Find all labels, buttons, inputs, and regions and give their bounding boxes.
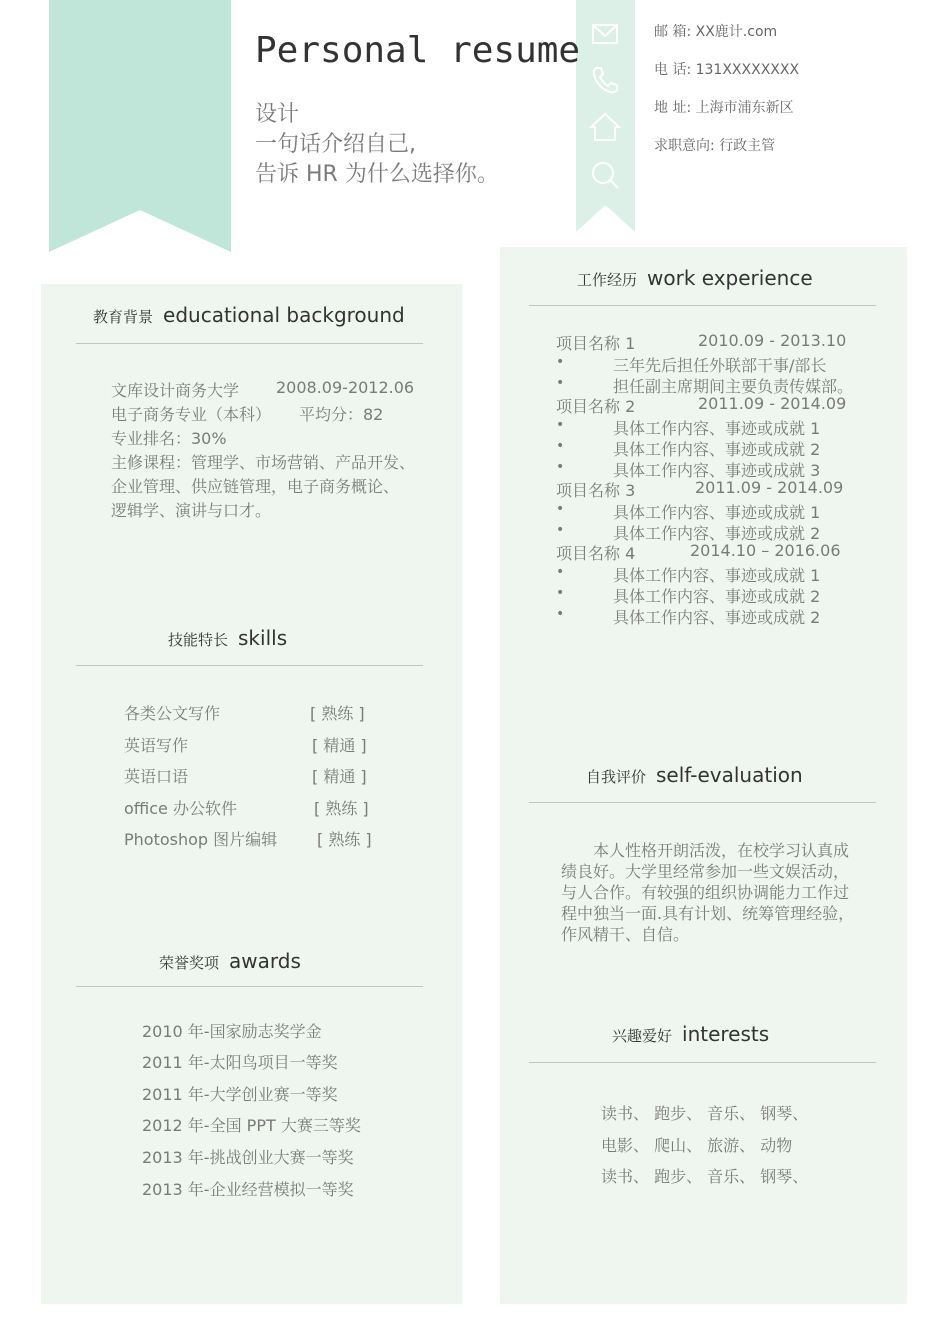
skill-level: [ 熟练 ]: [317, 830, 372, 849]
divider: [76, 986, 423, 987]
project-period: 2011.09 - 2014.09: [695, 478, 844, 497]
bullet: •: [556, 501, 565, 517]
skill-level: [ 精通 ]: [312, 767, 367, 786]
self-eval-line: 与人合作。有较强的组织协调能力工作过: [561, 883, 850, 902]
tagline-line: 一句话介绍自己,: [255, 132, 416, 157]
header-ribbon: [49, 0, 231, 252]
divider: [76, 665, 423, 666]
interests-heading-zh: 兴趣爱好: [612, 1027, 673, 1045]
bullet: •: [556, 375, 565, 391]
award-item: 2013 年-挑战创业大赛一等奖: [142, 1148, 354, 1167]
resume-title: Personal resume: [255, 30, 581, 71]
contact-address: 地 址: 上海市浦东新区: [654, 100, 794, 116]
education-heading-en: educational background: [163, 303, 405, 327]
bullet: •: [556, 585, 565, 601]
self-eval-line: 作风精干、自信。: [561, 925, 690, 944]
contact-email: 邮 箱: XX鹿计.com: [654, 24, 778, 40]
project-point: 具体工作内容、事迹或成就 1: [613, 566, 821, 585]
self-eval-line: 程中独当一面.具有计划、统筹管理经验，: [561, 904, 855, 923]
interests-heading: [612, 1022, 769, 1046]
skill-name: 英语写作: [124, 736, 189, 755]
edu-courses-line: 企业管理、供应链管理，电子商务概论、: [111, 477, 400, 496]
contact-objective: 求职意向: 行政主管: [654, 138, 776, 154]
interests-heading-en: interests: [682, 1022, 770, 1046]
tagline: [255, 100, 499, 190]
skill-name: office 办公软件: [124, 799, 237, 818]
edu-courses-line: 逻辑学、演讲与口才。: [111, 501, 272, 520]
interests-line: 电影、 爬山、 旅游、 动物: [601, 1136, 793, 1155]
bullet: •: [556, 459, 565, 475]
skills-heading: [168, 626, 287, 650]
skill-name: Photoshop 图片编辑: [124, 830, 278, 849]
project-point: 具体工作内容、事迹或成就 2: [613, 608, 821, 627]
divider: [76, 343, 423, 344]
project-name: 项目名称 4: [556, 544, 636, 563]
contact-phone: 电 话: 131XXXXXXXX: [654, 62, 800, 78]
awards-heading: [159, 949, 301, 973]
skills-heading-zh: 技能特长: [168, 631, 229, 649]
project-point: 具体工作内容、事迹或成就 3: [613, 461, 821, 480]
skills-heading-en: skills: [238, 626, 288, 650]
awards-heading-en: awards: [229, 949, 301, 973]
edu-courses-line: 主修课程：管理学、市场营销、产品开发、: [111, 453, 416, 472]
edu-gpa: 平均分：82: [299, 405, 384, 424]
tagline-line: 告诉 HR 为什么选择你。: [255, 162, 499, 187]
edu-rank: 专业排名：30%: [111, 429, 227, 448]
project-point: 具体工作内容、事迹或成就 1: [613, 419, 821, 438]
education-heading-zh: 教育背景: [93, 308, 154, 326]
project-point: 具体工作内容、事迹或成就 1: [613, 503, 821, 522]
project-point: 三年先后担任外联部干事/部长: [613, 356, 827, 375]
skill-level: [ 精通 ]: [312, 736, 367, 755]
edu-major: 电子商务专业（本科）: [111, 405, 272, 424]
bullet: •: [556, 564, 565, 580]
phone-icon: [588, 63, 622, 97]
project-period: 2010.09 - 2013.10: [698, 331, 847, 350]
work-heading: [577, 266, 813, 290]
project-point: 具体工作内容、事迹或成就 2: [613, 440, 821, 459]
bullet: •: [556, 354, 565, 370]
project-name: 项目名称 1: [556, 334, 636, 353]
bullet: •: [556, 438, 565, 454]
edu-period: 2008.09-2012.06: [276, 378, 415, 397]
tagline-line: 设计: [255, 102, 300, 127]
project-point: 担任副主席期间主要负责传媒部。: [613, 377, 854, 396]
work-heading-zh: 工作经历: [577, 271, 638, 289]
awards-heading-zh: 荣誉奖项: [159, 954, 220, 972]
award-item: 2011 年-大学创业赛一等奖: [142, 1085, 338, 1104]
bullet: •: [556, 606, 565, 622]
award-item: 2012 年-全国 PPT 大赛三等奖: [142, 1116, 361, 1135]
self-eval-heading-en: self-evaluation: [656, 763, 803, 787]
self-eval-line: 绩良好。大学里经常参加一些文娱活动，: [561, 862, 850, 881]
award-item: 2010 年-国家励志奖学金: [142, 1022, 322, 1041]
project-name: 项目名称 3: [556, 481, 636, 500]
project-name: 项目名称 2: [556, 397, 636, 416]
divider: [529, 1062, 876, 1063]
mail-icon: [588, 17, 622, 51]
bullet: •: [556, 522, 565, 538]
work-heading-en: work experience: [647, 266, 813, 290]
education-heading: [93, 303, 405, 327]
skill-level: [ 熟练 ]: [314, 799, 369, 818]
project-period: 2011.09 - 2014.09: [698, 394, 847, 413]
edu-school: 文库设计商务大学: [111, 381, 240, 400]
interests-line: 读书、 跑步、 音乐、 钢琴、: [601, 1104, 809, 1123]
self-eval-line: 本人性格开朗活泼，在校学习认真成: [593, 841, 850, 860]
self-eval-heading: [586, 763, 803, 787]
skill-name: 英语口语: [124, 767, 189, 786]
project-point: 具体工作内容、事迹或成就 2: [613, 524, 821, 543]
skill-level: [ 熟练 ]: [310, 704, 365, 723]
home-icon: [588, 110, 622, 144]
search-icon: [588, 158, 622, 192]
interests-line: 读书、 跑步、 音乐、 钢琴、: [601, 1167, 809, 1186]
self-eval-heading-zh: 自我评价: [586, 768, 647, 786]
bullet: •: [556, 417, 565, 433]
award-item: 2011 年-太阳鸟项目一等奖: [142, 1053, 338, 1072]
project-period: 2014.10 – 2016.06: [690, 541, 841, 560]
award-item: 2013 年-企业经营模拟一等奖: [142, 1180, 354, 1199]
divider: [529, 802, 876, 803]
project-point: 具体工作内容、事迹或成就 2: [613, 587, 821, 606]
skill-name: 各类公文写作: [124, 704, 221, 723]
divider: [529, 305, 876, 306]
